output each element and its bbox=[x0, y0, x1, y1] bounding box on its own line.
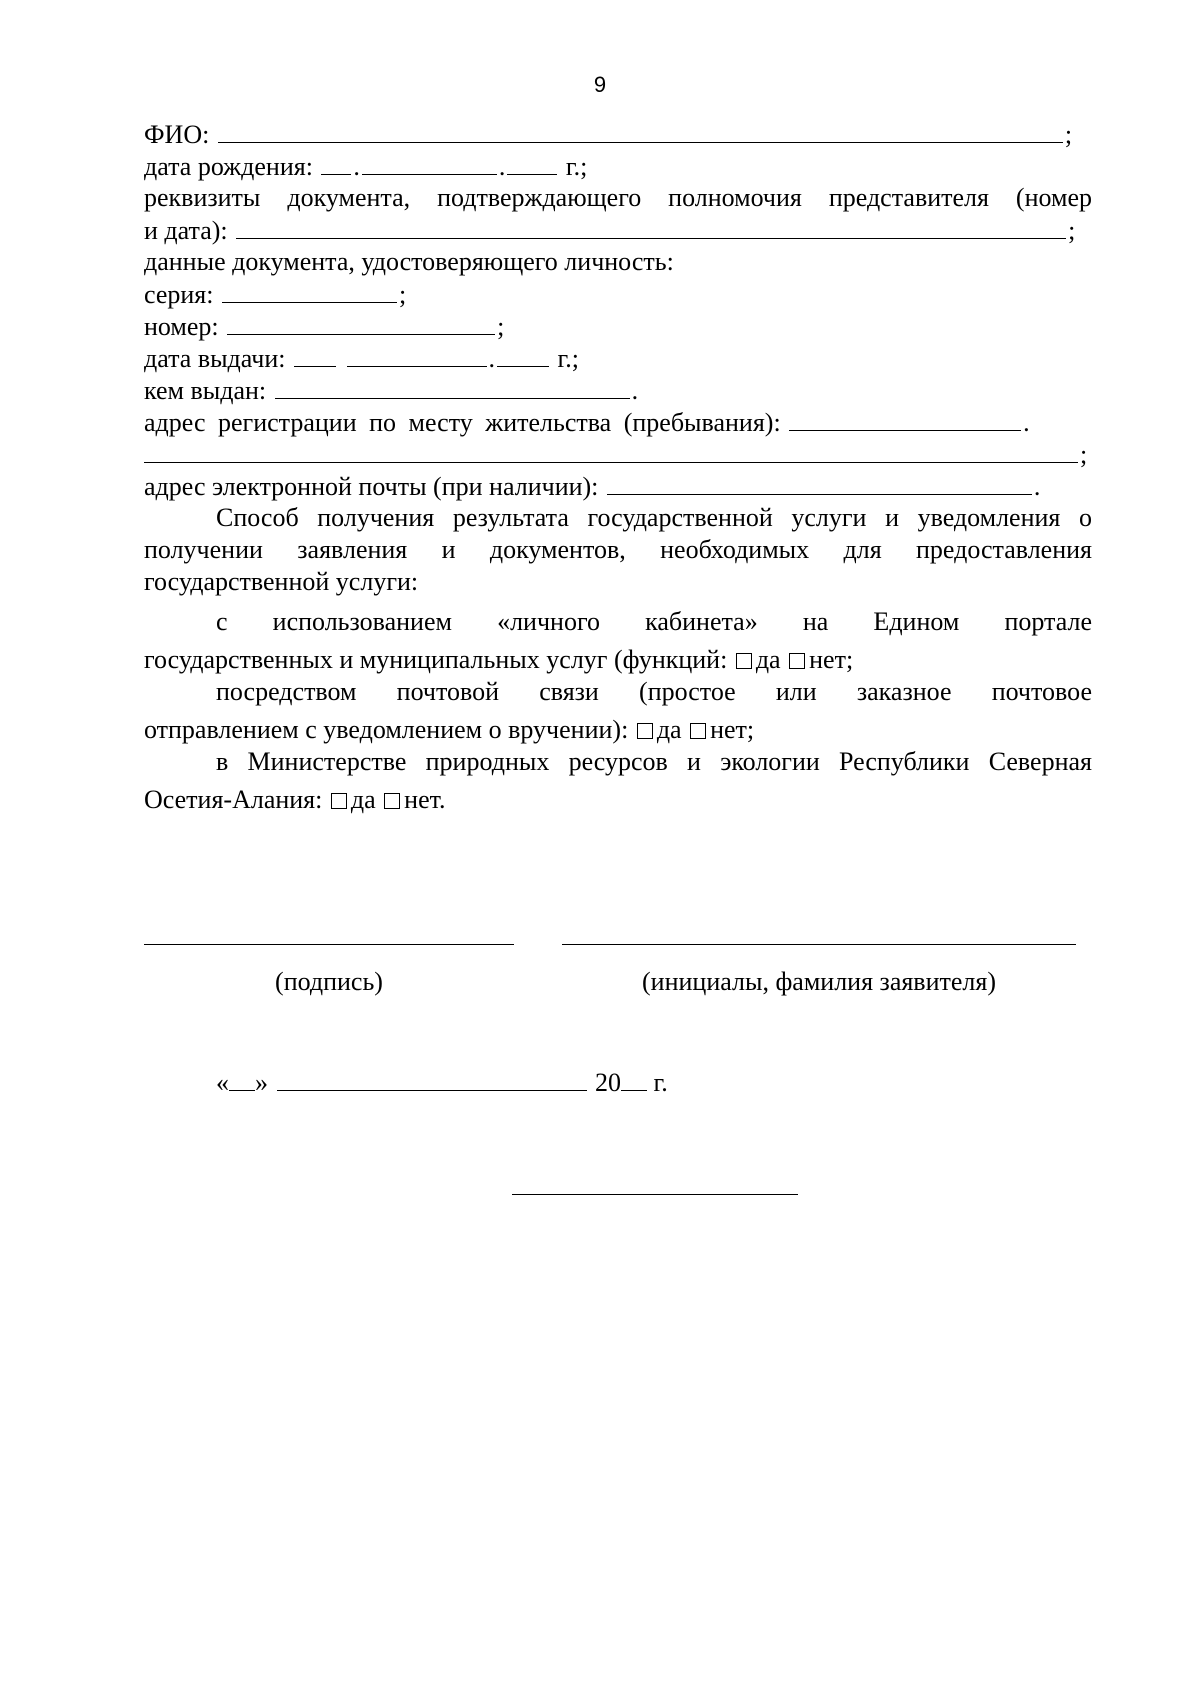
birth-label: дата рождения: bbox=[144, 152, 313, 181]
fio-label: ФИО: bbox=[144, 120, 210, 149]
opt2-no-checkbox[interactable] bbox=[690, 723, 706, 739]
email-label: адрес электронной почты (при наличии): bbox=[144, 472, 599, 501]
series-label: серия: bbox=[144, 280, 214, 309]
closing-line bbox=[512, 1194, 798, 1195]
opt1-end: ; bbox=[845, 645, 854, 674]
method-intro-1: Способ получения результата государственной услуги и уведомления о bbox=[216, 503, 1092, 532]
opt3-no-label: нет bbox=[404, 785, 440, 814]
opt2-no-label: нет bbox=[710, 715, 747, 744]
birth-row bbox=[144, 150, 1092, 183]
opt3-line-2: Осетия-Алания: bbox=[144, 785, 323, 814]
date-month-field[interactable] bbox=[277, 1066, 587, 1091]
series-end: ; bbox=[399, 280, 407, 309]
rep-doc-row-2 bbox=[144, 214, 1092, 247]
page-number: 9 bbox=[593, 72, 607, 97]
issued-by-field[interactable] bbox=[275, 374, 630, 399]
opt3-end: . bbox=[439, 785, 446, 814]
birth-year-suffix: г.; bbox=[565, 152, 588, 181]
rep-doc-label: и дата): bbox=[144, 216, 228, 245]
opt3-yes-label: да bbox=[350, 785, 376, 814]
opt1-yes-checkbox[interactable] bbox=[736, 653, 752, 669]
opt2-yes-checkbox[interactable] bbox=[637, 723, 653, 739]
issued-by-end: . bbox=[631, 376, 639, 405]
birth-month-field[interactable] bbox=[362, 150, 497, 175]
date-row bbox=[216, 1066, 816, 1099]
opt2-row-2 bbox=[144, 714, 1092, 746]
date-year-suffix: г. bbox=[653, 1068, 668, 1097]
opt3-line-1: в Министерстве природных ресурсов и экологии Республики Северная bbox=[216, 747, 1092, 776]
opt2-line-2: отправлением с уведомлением о вручении): bbox=[144, 715, 629, 744]
date-century: 20 bbox=[595, 1068, 621, 1097]
opt3-row-2 bbox=[144, 784, 1092, 816]
id-doc-title: данные документа, удостоверяющего личность: bbox=[144, 247, 674, 276]
number-field[interactable] bbox=[227, 310, 495, 335]
opt2-end: ; bbox=[746, 715, 755, 744]
opt1-line-2: государственных и муниципальных услуг (функций: bbox=[144, 645, 728, 674]
address-row-2 bbox=[144, 438, 1092, 471]
rep-doc-end: ; bbox=[1068, 216, 1076, 245]
opt3-no-checkbox[interactable] bbox=[384, 793, 400, 809]
address-field-1[interactable] bbox=[789, 406, 1021, 431]
opt1-no-checkbox[interactable] bbox=[789, 653, 805, 669]
series-field[interactable] bbox=[222, 278, 397, 303]
signature-caption: (подпись) bbox=[275, 967, 383, 996]
method-intro-3: государственной услуги: bbox=[144, 567, 419, 596]
issue-month-field[interactable] bbox=[347, 342, 487, 367]
number-label: номер: bbox=[144, 312, 219, 341]
rep-doc-line-1: реквизиты документа, подтверждающего полномочия представителя (номер bbox=[144, 183, 1092, 212]
email-row bbox=[144, 470, 1092, 503]
issue-date-dot: . bbox=[488, 344, 496, 373]
issue-year-suffix: г.; bbox=[557, 344, 579, 373]
opt1-yes-label: да bbox=[755, 645, 781, 674]
address-row bbox=[144, 406, 1092, 439]
fio-end: ; bbox=[1064, 120, 1073, 149]
issue-year-field[interactable] bbox=[497, 342, 549, 367]
issued-by-label: кем выдан: bbox=[144, 376, 267, 405]
opt2-line-1: посредством почтовой связи (простое или заказное почтовое bbox=[216, 677, 1092, 706]
address-end-1: . bbox=[1023, 408, 1030, 437]
fio-field[interactable] bbox=[218, 118, 1063, 143]
birth-dot-2: . bbox=[498, 152, 506, 181]
opt1-row-2 bbox=[144, 644, 1092, 676]
issue-day-field[interactable] bbox=[294, 342, 336, 367]
issue-date-label: дата выдачи: bbox=[144, 344, 286, 373]
signature-line[interactable] bbox=[144, 944, 514, 945]
fio-row bbox=[144, 118, 1092, 151]
opt1-no-label: нет bbox=[809, 645, 846, 674]
address-label: адрес регистрации по месту жительства (пребывания): bbox=[144, 408, 781, 437]
birth-year-field[interactable] bbox=[507, 150, 557, 175]
date-close-quote: » bbox=[255, 1068, 268, 1097]
opt1-line-1: с использованием «личного кабинета» на Едином портале bbox=[216, 607, 1092, 636]
date-day-field[interactable] bbox=[229, 1066, 255, 1091]
opt3-yes-checkbox[interactable] bbox=[331, 793, 347, 809]
address-field-2[interactable] bbox=[144, 438, 1078, 463]
birth-day-field[interactable] bbox=[321, 150, 351, 175]
name-caption: (инициалы, фамилия заявителя) bbox=[642, 967, 996, 996]
rep-doc-field[interactable] bbox=[236, 214, 1066, 239]
number-end: ; bbox=[497, 312, 505, 341]
series-row bbox=[144, 278, 1092, 311]
email-end: . bbox=[1033, 472, 1041, 501]
date-open-quote: « bbox=[216, 1068, 229, 1097]
address-end-2: ; bbox=[1080, 440, 1088, 469]
number-row bbox=[144, 310, 1092, 343]
date-year-field[interactable] bbox=[621, 1066, 647, 1091]
email-field[interactable] bbox=[607, 470, 1032, 495]
birth-dot-1: . bbox=[353, 152, 360, 181]
method-intro-2: получении заявления и документов, необходимых для предоставления bbox=[144, 535, 1092, 564]
name-line[interactable] bbox=[562, 944, 1076, 945]
opt2-yes-label: да bbox=[656, 715, 682, 744]
issue-date-row bbox=[144, 342, 1092, 375]
issued-by-row bbox=[144, 374, 1092, 407]
